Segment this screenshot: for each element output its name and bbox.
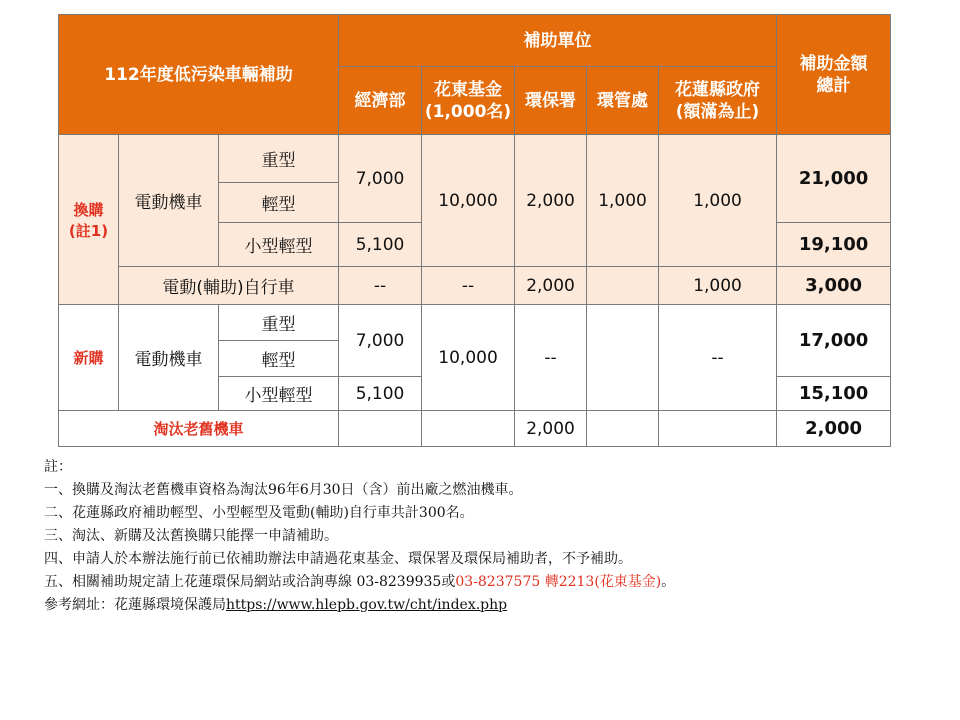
cell-total: 17,000 bbox=[777, 305, 891, 377]
total-header: 補助金額 總計 bbox=[777, 15, 891, 135]
note-5-text: 五、相關補助規定請上花蓮環保局網站或洽詢專線 03-8239935或 bbox=[44, 574, 456, 590]
reference-line bbox=[44, 594, 924, 617]
cell-total: 2,000 bbox=[777, 411, 891, 447]
group-new: 新購 bbox=[59, 305, 119, 411]
reference-link[interactable]: https://www.hlepb.gov.tw/cht/index.php bbox=[226, 597, 508, 613]
cell-value: 7,000 bbox=[339, 305, 422, 377]
note-4: 四、申請人於本辦法施行前已依補助辦法申請過花東基金、環保署及環保局補助者，不予補助。 bbox=[44, 551, 632, 567]
type-light: 輕型 bbox=[219, 183, 339, 223]
unit-header: 花蓮縣政府 (額滿為止) bbox=[659, 67, 777, 135]
note-1: 一、換購及淘汰老舊機車資格為淘汰96年6月30日（含）前出廠之燃油機車。 bbox=[44, 482, 523, 498]
vehicle-escooter: 電動機車 bbox=[119, 305, 219, 411]
cell-value: 2,000 bbox=[515, 411, 587, 447]
subsidy-table bbox=[58, 14, 891, 447]
cell-value: 5,100 bbox=[339, 223, 422, 267]
note-2: 二、花蓮縣政府補助輕型、小型輕型及電動(輔助)自行車共計300名。 bbox=[44, 505, 474, 521]
cell-value: 7,000 bbox=[339, 135, 422, 223]
reference-label: 參考網址：花蓮縣環境保護局 bbox=[44, 597, 226, 613]
cell-value: 10,000 bbox=[422, 135, 515, 267]
unit-header: 環管處 bbox=[587, 67, 659, 135]
cell-value: 1,000 bbox=[587, 135, 659, 267]
type-heavy: 重型 bbox=[219, 135, 339, 183]
type-small-light: 小型輕型 bbox=[219, 377, 339, 411]
unit-header: 經濟部 bbox=[339, 67, 422, 135]
cell-value: -- bbox=[659, 305, 777, 411]
notes-label: 註： bbox=[44, 459, 72, 475]
cell-empty bbox=[587, 305, 659, 411]
note-3: 三、淘汰、新購及汰舊換購只能擇一申請補助。 bbox=[44, 528, 338, 544]
cell-value: 5,100 bbox=[339, 377, 422, 411]
cell-value: -- bbox=[339, 267, 422, 305]
group-scrap: 淘汰老舊機車 bbox=[59, 411, 339, 447]
unit-header: 花東基金 (1,000名) bbox=[422, 67, 515, 135]
cell-total: 21,000 bbox=[777, 135, 891, 223]
cell-empty bbox=[659, 411, 777, 447]
cell-empty bbox=[422, 411, 515, 447]
cell-value: -- bbox=[515, 305, 587, 411]
cell-total: 19,100 bbox=[777, 223, 891, 267]
cell-value: 2,000 bbox=[515, 135, 587, 267]
unit-group-header: 補助單位 bbox=[339, 15, 777, 67]
cell-empty bbox=[587, 411, 659, 447]
notes-section bbox=[44, 456, 924, 617]
cell-value: 10,000 bbox=[422, 305, 515, 411]
type-heavy: 重型 bbox=[219, 305, 339, 341]
cell-empty bbox=[587, 267, 659, 305]
note-5-hotline: 03-8237575 轉2213(花東基金) bbox=[455, 574, 662, 590]
unit-header: 環保署 bbox=[515, 67, 587, 135]
cell-total: 3,000 bbox=[777, 267, 891, 305]
type-light: 輕型 bbox=[219, 341, 339, 377]
group-replace: 換購 (註1) bbox=[59, 135, 119, 305]
cell-value: 1,000 bbox=[659, 267, 777, 305]
cell-empty bbox=[339, 411, 422, 447]
cell-value: -- bbox=[422, 267, 515, 305]
type-small-light: 小型輕型 bbox=[219, 223, 339, 267]
vehicle-ebike: 電動(輔助)自行車 bbox=[119, 267, 339, 305]
cell-value: 1,000 bbox=[659, 135, 777, 267]
cell-value: 2,000 bbox=[515, 267, 587, 305]
note-5 bbox=[44, 571, 924, 594]
note-5-end: 。 bbox=[661, 574, 676, 590]
cell-total: 15,100 bbox=[777, 377, 891, 411]
table-title: 112年度低污染車輛補助 bbox=[59, 15, 339, 135]
vehicle-escooter: 電動機車 bbox=[119, 135, 219, 267]
